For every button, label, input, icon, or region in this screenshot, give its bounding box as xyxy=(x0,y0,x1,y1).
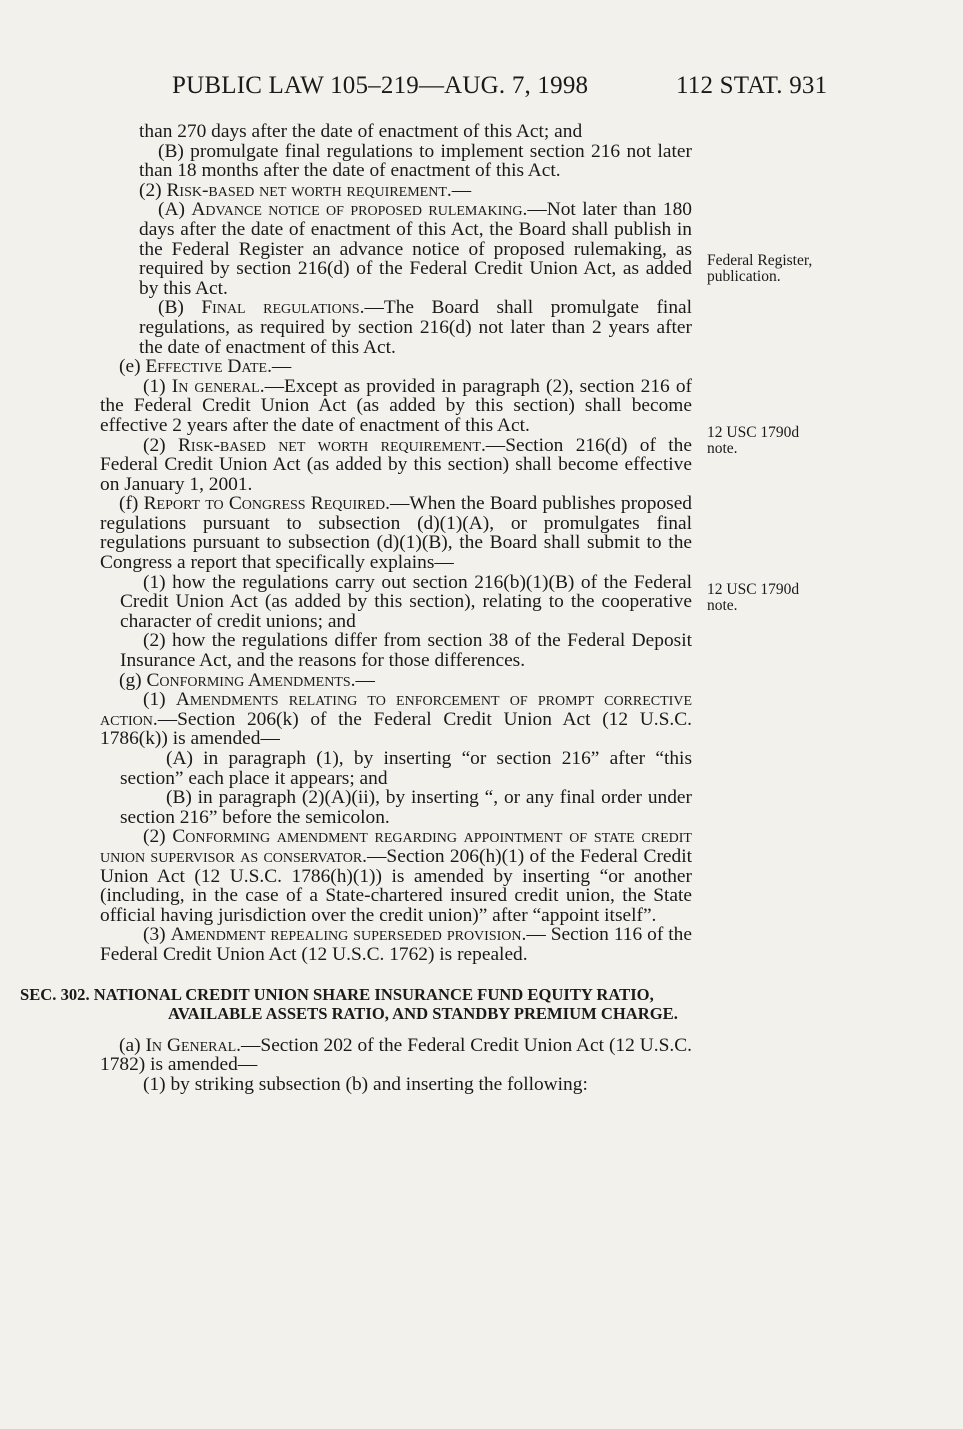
paragraph: (1) Amendments relating to enforcement of prompt corrective action.—Section 206(k) of the Federal Credit Union Act (12 U.S.C. 1786(k)) is amended— xyxy=(100,689,692,750)
paragraph: (2) Risk-based net worth requirement.— xyxy=(139,179,472,201)
paragraph: (f) Report to Congress Required.—When the Board publishes proposed regulations pursuant to subsection (d)(1)(A), or promulgates final regulations pursuant to subsection (d)(1)(B), the Board shall submit to the Congress a report that specifically explains— xyxy=(100,493,692,574)
paragraph: (A) in paragraph (1), by inserting “or section 216” after “this section” each place it appears; and xyxy=(120,748,692,789)
margin-note-federal-register: Federal Register, publication. xyxy=(707,252,813,285)
paragraph: (2) Risk-based net worth requirement.—Section 216(d) of the Federal Credit Union Act (as added by this section) shall become effective on January 1, 2001. xyxy=(100,434,692,495)
running-header-left: PUBLIC LAW 105–219—AUG. 7, 1998 xyxy=(172,72,589,99)
statute-body xyxy=(20,121,693,1095)
section-heading: SEC. 302. NATIONAL CREDIT UNION SHARE INSURANCE FUND EQUITY RATIO, AVAILABLE ASSETS RATIO, AND STANDBY PREMIUM CHARGE. xyxy=(20,984,678,1024)
paragraph: (3) Amendment repealing superseded provision.— Section 116 of the Federal Credit Union Act (12 U.S.C. 1762) is repealed. xyxy=(100,924,692,965)
paragraph: than 270 days after the date of enactment of this Act; and xyxy=(139,121,583,142)
paragraph: (1) how the regulations carry out section 216(b)(1)(B) of the Federal Credit Union Act (as added by this section), relating to the cooperative character of credit unions; and xyxy=(120,571,692,632)
paragraph: (a) In General.—Section 202 of the Federal Credit Union Act (12 U.S.C. 1782) is amended— xyxy=(100,1034,692,1076)
paragraph: (1) by striking subsection (b) and inserting the following: xyxy=(143,1073,588,1095)
paragraph: (B) promulgate final regulations to implement section 216 not later than 18 months after the date of enactment of this Act. xyxy=(139,140,692,182)
margin-note-usc-2: 12 USC 1790d note. xyxy=(707,581,800,614)
paragraph: (1) In general.—Except as provided in paragraph (2), section 216 of the Federal Credit Union Act (as added by this section) shall become effective 2 years after the date of enactment of this Act. xyxy=(100,375,692,436)
paragraph: (2) how the regulations differ from section 38 of the Federal Deposit Insurance Act, and the reasons for those differences. xyxy=(120,630,692,672)
paragraph: (g) Conforming Amendments.— xyxy=(119,669,375,691)
paragraph: (B) in paragraph (2)(A)(ii), by inserting “, or any final order under section 216” before the semicolon. xyxy=(120,787,692,828)
paragraph: (2) Conforming amendment regarding appointment of state credit union supervisor as conservator.—Section 206(h)(1) of the Federal Credit Union Act (12 U.S.C. 1786(h)(1)) is amended by inserting “or another (including, in the case of a State-chartered insured credit union, the State official having jurisdiction over the credit union)” after “appoint itself”. xyxy=(100,826,692,926)
paragraph: (e) Effective Date.— xyxy=(119,356,292,378)
running-header-right: 112 STAT. 931 xyxy=(676,72,828,99)
paragraph: (A) Advance notice of proposed rulemaking.—Not later than 180 days after the date of enactment of this Act, the Board shall publish in the Federal Register an advance notice of proposed rulemaking, as required by section 216(d) of the Federal Credit Union Act, as added by this Act. xyxy=(139,199,692,299)
paragraph: (B) Final regulations.—The Board shall promulgate final regulations, as required by section 216(d) not later than 2 years after the date of enactment of this Act. xyxy=(139,297,693,358)
margin-note-usc-1: 12 USC 1790d note. xyxy=(707,424,800,457)
